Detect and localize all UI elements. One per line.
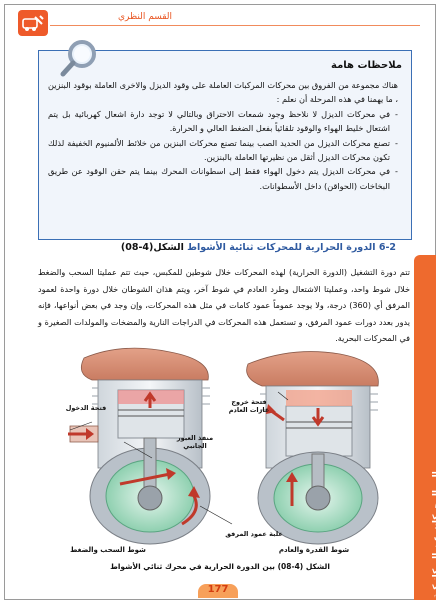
magnifier-icon xyxy=(58,38,104,78)
label-exhaust-port: فتحة خروج غازات العادم xyxy=(228,398,270,414)
notes-bullet: - تصنع محركات الديزل من الحديد الصب بينما تصنع محركات البنزين من خلائط الألمنيوم الخفيفة لذلك تكون محركات الديزل أثقل من نظيرتها العاملة بالبنزين. xyxy=(48,136,398,165)
header-rule xyxy=(50,25,420,26)
section-number: 6-2 xyxy=(378,242,396,253)
section-figure-ref: الشكل(4-08) xyxy=(120,242,184,253)
body-paragraph: تتم دورة التشغيل (الدورة الحرارية) لهذه المحركات خلال شوطين للمكبس، حيث تتم عمليتا السحب والضغط خلال شوط واحد، وعمليتا الاشتعال وطرد العادم في شوط آخر، ويتم هذان الشوطان خلال دورة واحدة لعمود المرفق أي (360) درجة، ولا يوجد عموماً عمود كامات في مثل هذه المحركات، وإن وجد في بعض أنواعها، فإنه يدور بعدد دورات عمود المرفق، و تستعمل هذه المحركات في الدراجات النارية والمضخات والمولدات الصغيرة و في المحركات البحرية. xyxy=(38,267,410,344)
engine-icon xyxy=(18,10,48,36)
label-left-stroke: شوط السحب والضغط xyxy=(70,546,146,554)
label-crankcase: علبة عمود المرفق xyxy=(225,530,283,538)
two-stroke-figure xyxy=(62,346,396,558)
header-title: القسم النظري xyxy=(118,12,173,22)
notes-text xyxy=(48,78,398,193)
notes-title: ملاحظات هامة xyxy=(331,60,402,71)
side-tab-label: الى المحركات عن الميكانيكية xyxy=(432,471,442,599)
notes-bullet: - في محركات الديزل يتم دخول الهواء فقط إلى اسطوانات المحرك بينما يتم حقن الوقود عن طريق البخاخات (الحواقن) داخل الأسطوانات. xyxy=(48,164,398,193)
notes-bullet: - في محركات الديزل لا نلاحظ وجود شمعات الاحتراق وبالتالي لا توجد دارة اشعال كهربائية بل يتم اشتعال خليط الهواء والوقود تلقائياً بفعل الضغط العالي و الحرارة. xyxy=(48,107,398,136)
section-heading xyxy=(121,242,396,253)
label-bypass-port: منفذ العبور الجانبي xyxy=(176,434,214,450)
figure-caption: الشكل (4-08) بين الدورة الحرارية في محرك ثنائي الأشواط xyxy=(110,562,330,571)
label-intake-port: فتحة الدخول xyxy=(65,404,107,412)
page-number: 177 xyxy=(207,584,229,595)
notes-intro: هناك مجموعة من الفروق بين محركات المركبات العاملة على وقود الديزل والاخرى العاملة بوقود البنزين ، ما يهمنا في هذه المرحلة أن نعلم : xyxy=(48,80,398,105)
label-right-stroke: شوط القدرة والعادم xyxy=(278,546,350,554)
engine-right xyxy=(247,352,379,544)
section-title: الدورة الحرارية للمحركات ثنائية الأشواط xyxy=(187,242,376,253)
